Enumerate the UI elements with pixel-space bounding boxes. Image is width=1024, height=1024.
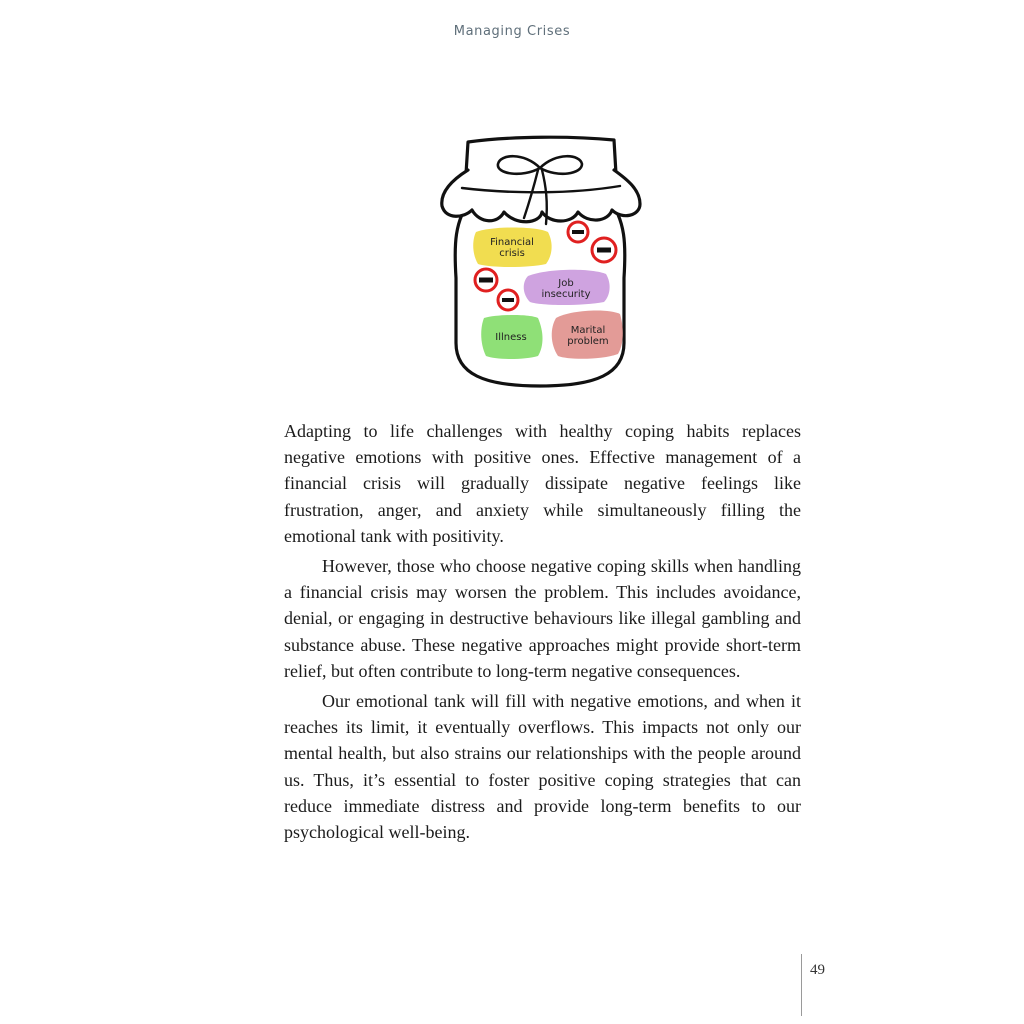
- paragraph-1: Adapting to life challenges with healthy coping habits replaces negative emotions with positive ones. Effective management of a financial crisis will gradually dissipate negative feelings like frustration, anger, and anxiety while simultaneously filling the emotional tank with positivity.: [284, 421, 801, 546]
- tag-illness: [481, 315, 542, 359]
- tag-marital-problem: [552, 311, 623, 359]
- minus-sign-icon: [592, 238, 616, 262]
- tag-financial-line2: crisis: [499, 248, 525, 259]
- emotional-jar-illustration: [432, 128, 648, 394]
- tag-marital-line1: Marital: [570, 325, 606, 336]
- tag-financial-line1: Financial: [490, 237, 534, 248]
- footer-rule: [801, 954, 802, 1016]
- body-text: [284, 418, 801, 849]
- minus-sign-icon: [568, 222, 588, 242]
- minus-sign-icon: [475, 269, 497, 291]
- paragraph-3: Our emotional tank will fill with negative emotions, and when it reaches its limit, it eventually overflows. This impacts not only our mental health, but also strains our relationships with the people around us. Thus, it’s essential to foster positive coping strategies that can reduce immediate distress and provide long-term benefits to our psychological well-being.: [284, 691, 801, 843]
- jar-drawing: [432, 128, 648, 394]
- tag-illness-label: Illness: [495, 332, 527, 343]
- tag-job-insecurity: [524, 270, 610, 305]
- tag-job-line2: insecurity: [541, 289, 591, 300]
- tag-marital-line2: problem: [567, 336, 609, 347]
- minus-sign-icon: [498, 290, 518, 310]
- page-number: 49: [810, 962, 825, 978]
- running-head: Managing Crises: [453, 24, 571, 39]
- tag-financial-crisis: [473, 228, 551, 268]
- paragraph-2: However, those who choose negative coping skills when handling a financial crisis may worsen the problem. This includes avoidance, denial, or engaging in destructive behaviours like illegal gambling and substance abuse. These negative approaches might provide short-term relief, but often contribute to long-term negative consequences.: [284, 556, 801, 681]
- tag-job-line1: Job: [558, 278, 574, 289]
